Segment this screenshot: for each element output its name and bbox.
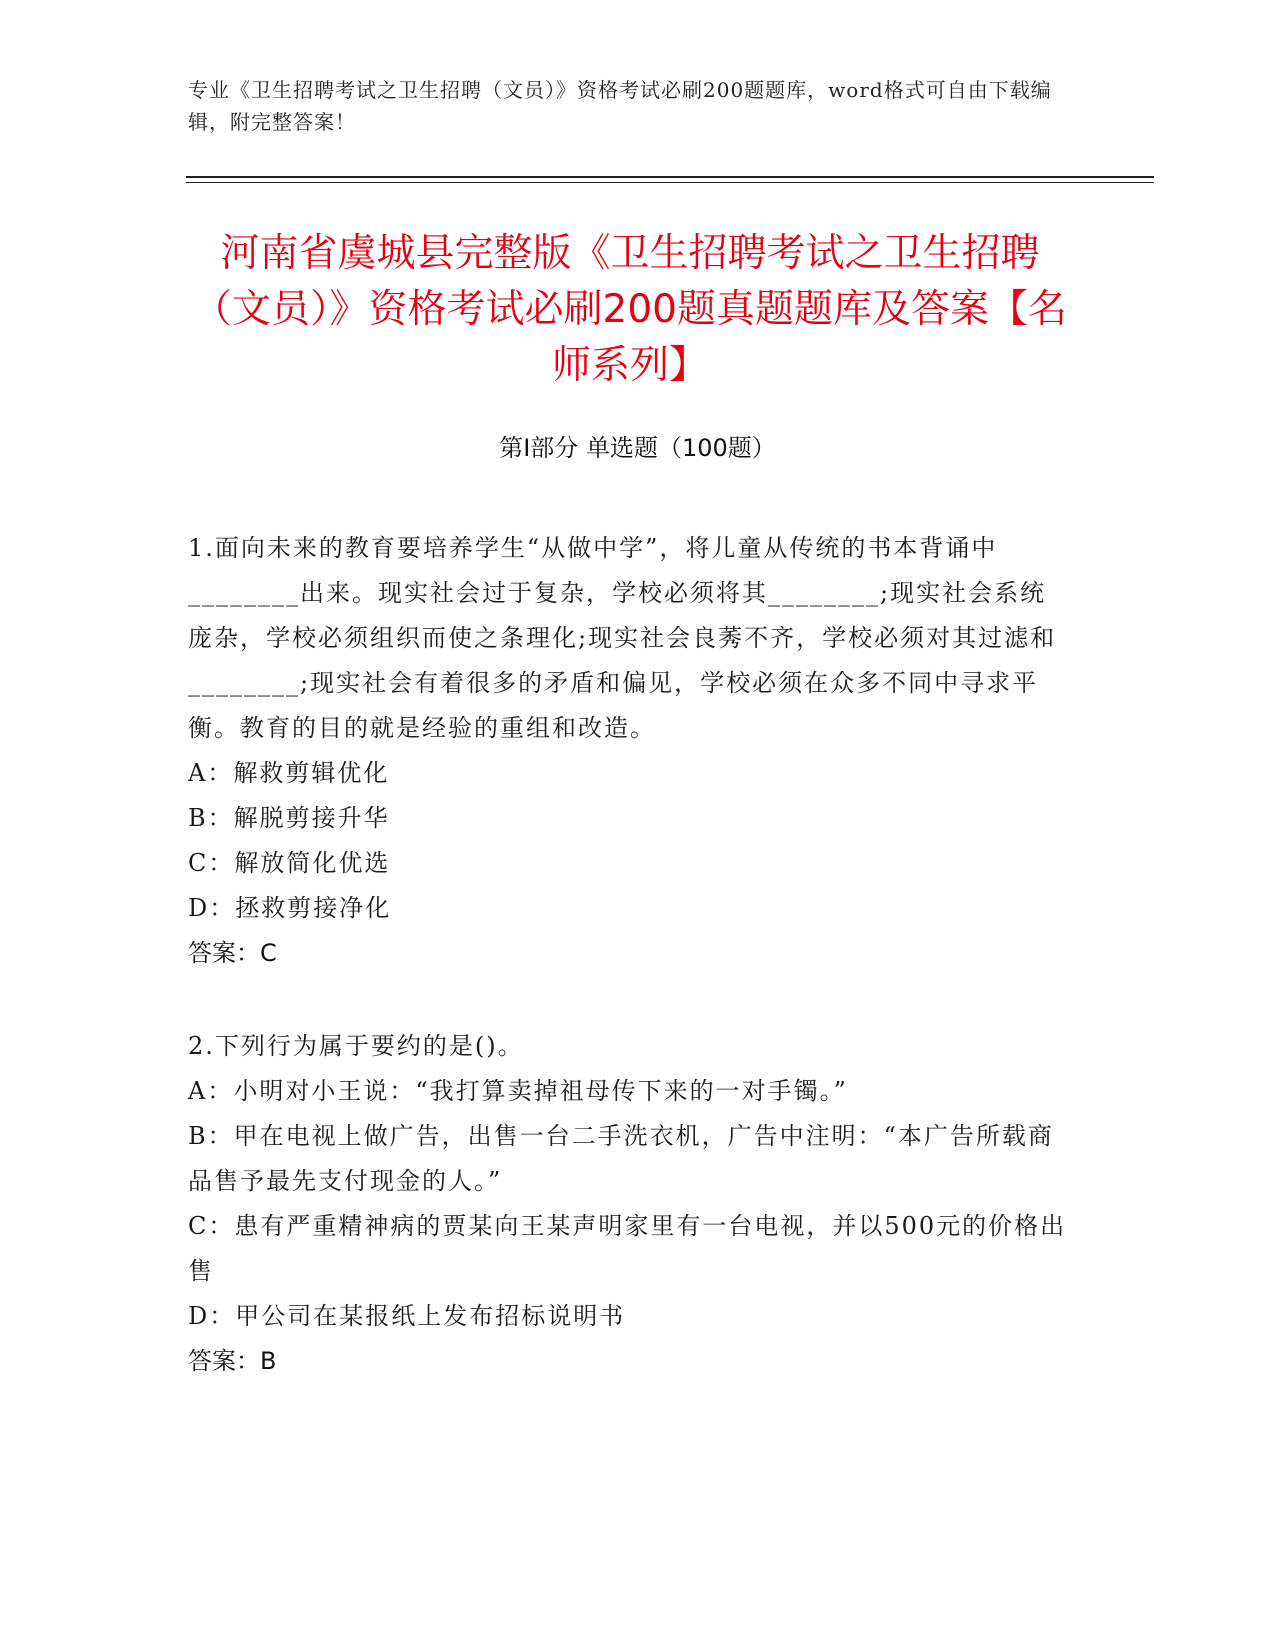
option-c: C：解放简化优选 xyxy=(188,849,391,877)
option-a: A：解救剪辑优化 xyxy=(188,759,390,787)
header-note: 专业《卫生招聘考试之卫生招聘（文员）》资格考试必刷200题题库，word格式可自由下载编辑，附完整答案！ xyxy=(188,78,1052,134)
header-rule-thin xyxy=(186,182,1154,183)
option-a: A：小明对小王说：“我打算卖掉祖母传下来的一对手镯。” xyxy=(188,1077,848,1105)
option-b: B：甲在电视上做广告，出售一台二手洗衣机，广告中注明：“本广告所载商品售予最先支付现金的人。” xyxy=(188,1122,1054,1195)
question-stem: 2.下列行为属于要约的是()。 xyxy=(188,1032,524,1060)
option-d: D：甲公司在某报纸上发布招标说明书 xyxy=(188,1302,626,1330)
option-d: D：拯救剪接净化 xyxy=(188,894,392,922)
header-rule-thick xyxy=(186,176,1154,178)
option-c: C：患有严重精神病的贾某向王某声明家里有一台电视，并以500元的价格出售 xyxy=(188,1212,1067,1285)
section-heading: 第I部分 单选题（100题） xyxy=(499,434,776,462)
answer: 答案：B xyxy=(188,1347,277,1375)
document-title: 河南省虞城县完整版《卫生招聘考试之卫生招聘（文员）》资格考试必刷200题真题题库及答案【名师系列】 xyxy=(193,231,1067,388)
question-2 xyxy=(188,1024,1068,1384)
question-stem: 1.面向未来的教育要培养学生“从做中学”，将儿童从传统的书本背诵中________出来。现实社会过于复杂，学校必须将其________;现实社会系统庞杂，学校必须组织而使之条理化;现实社会良莠不齐，学校必须对其过滤和________;现实社会有着很多的矛盾和偏见，学校必须在众多不同中寻求平衡。教育的目的就是经验的重组和改造。 xyxy=(188,534,1057,742)
question-1 xyxy=(188,526,1068,976)
option-b: B：解脱剪接升华 xyxy=(188,804,390,832)
answer: 答案：C xyxy=(188,939,277,967)
